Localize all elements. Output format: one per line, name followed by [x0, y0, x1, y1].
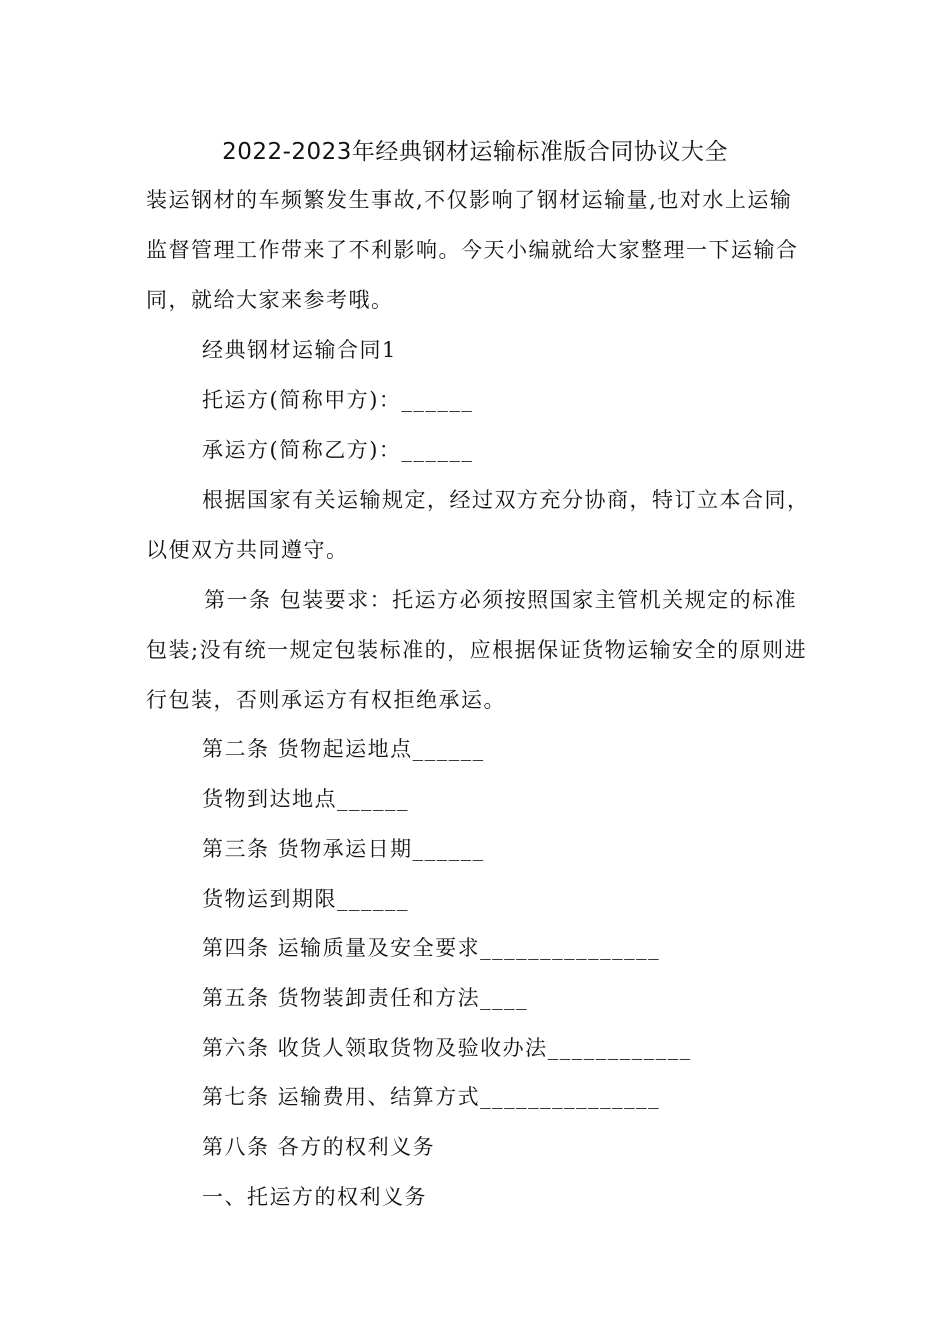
article7-fees: 第七条 运输费用、结算方式_______________ — [202, 1085, 661, 1109]
article1-line-2: 包装;没有统一规定包装标准的，应根据保证货物运输安全的原则进 — [146, 638, 808, 662]
article2-origin: 第二条 货物起运地点______ — [202, 737, 485, 761]
article1-line-3: 行包装，否则承运方有权拒绝承运。 — [146, 688, 506, 712]
article3-deadline: 货物运到期限______ — [202, 887, 409, 911]
article6-receipt: 第六条 收货人领取货物及验收办法____________ — [202, 1036, 692, 1060]
article5-loading: 第五条 货物装卸责任和方法____ — [202, 986, 529, 1010]
article3-date: 第三条 货物承运日期______ — [202, 837, 485, 861]
preamble-line-2: 以便双方共同遵守。 — [146, 538, 349, 562]
intro-line-2: 监督管理工作带来了不利影响。今天小编就给大家整理一下运输合 — [146, 238, 799, 262]
article4-quality: 第四条 运输质量及安全要求_______________ — [202, 936, 661, 960]
document-title: 2022-2023年经典钢材运输标准版合同协议大全 — [222, 139, 728, 165]
contract-heading: 经典钢材运输合同1 — [202, 338, 397, 362]
intro-line-3: 同，就给大家来参考哦。 — [146, 288, 394, 312]
party-b-line: 承运方(简称乙方)：______ — [202, 438, 474, 462]
preamble-line-1: 根据国家有关运输规定，经过双方充分协商，特订立本合同， — [202, 488, 810, 512]
intro-line-1: 装运钢材的车频繁发生事故,不仅影响了钢材运输量,也对水上运输 — [146, 188, 793, 212]
article2-destination: 货物到达地点______ — [202, 787, 409, 811]
party-a-line: 托运方(简称甲方)：______ — [202, 388, 474, 412]
article8-rights: 第八条 各方的权利义务 — [202, 1135, 436, 1159]
section1-heading: 一、托运方的权利义务 — [202, 1185, 427, 1209]
article1-line-1: 第一条 包装要求：托运方必须按照国家主管机关规定的标准 — [204, 588, 798, 612]
